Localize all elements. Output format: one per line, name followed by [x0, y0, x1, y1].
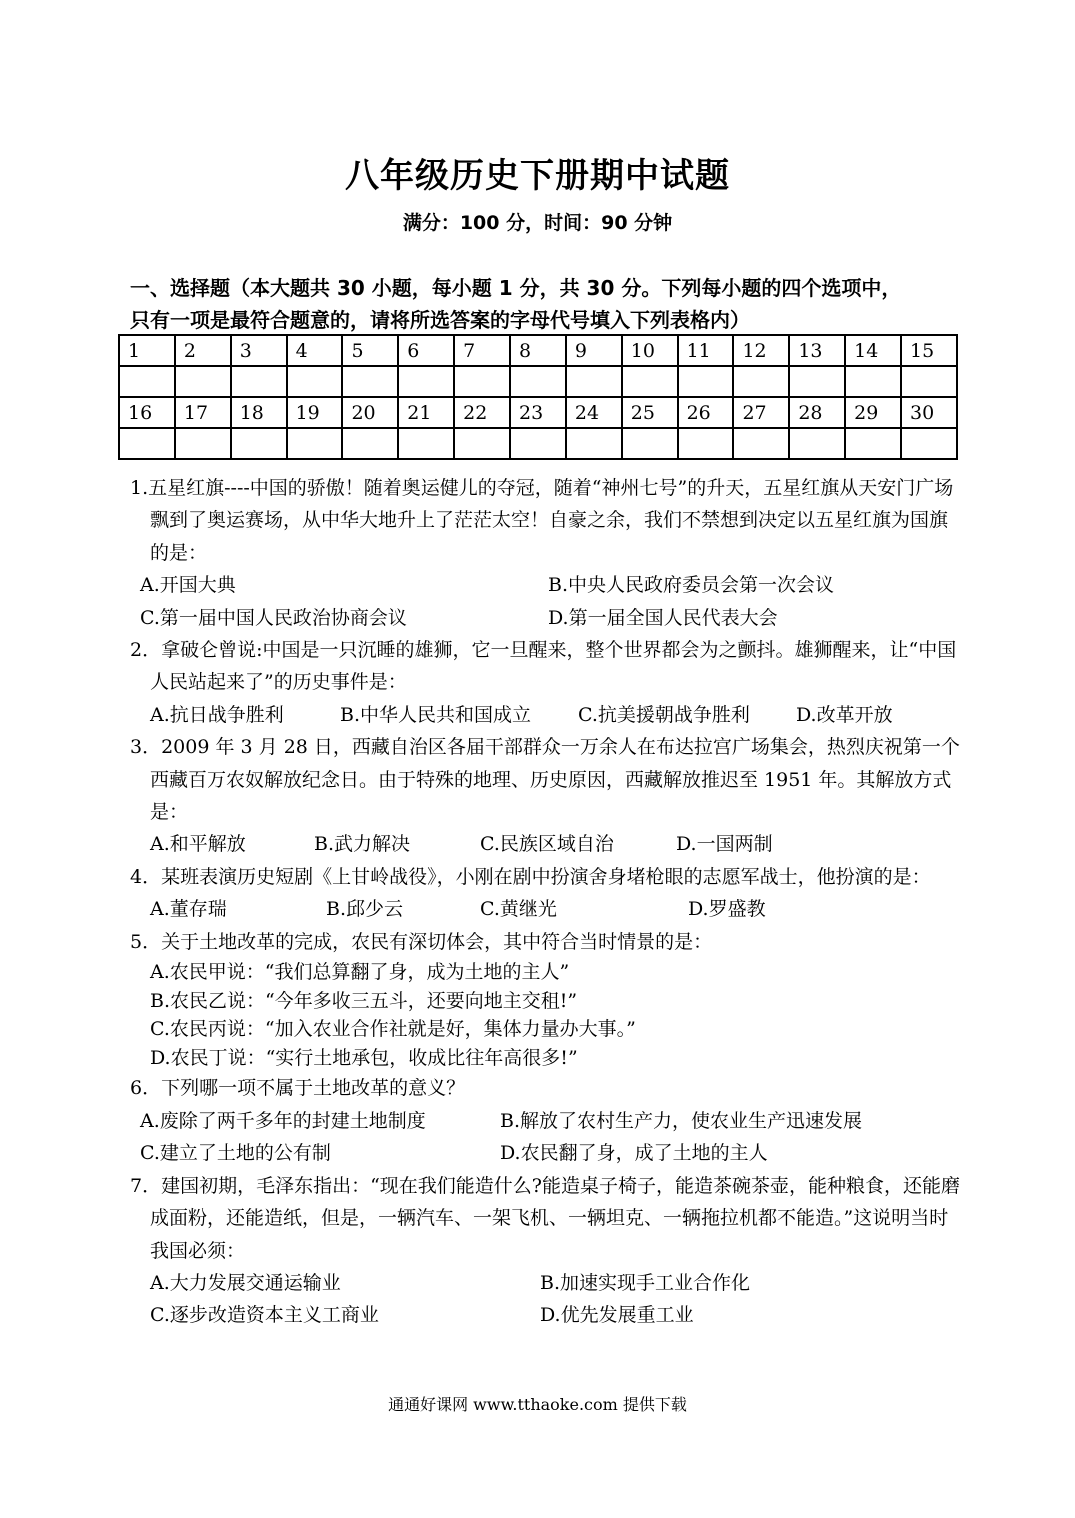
answer-cell[interactable] — [789, 428, 845, 459]
question-stem: 7．建国初期，毛泽东指出：“现在我们能造什么?能造桌子椅子，能造茶碗茶壶，能种粮食，还能磨成面粉，还能造纸，但是，一辆汽车、一架飞机、一辆坦克、一辆拖拉机都不能造。”这说明当时我国必须： — [130, 1174, 960, 1262]
question-5 — [130, 926, 960, 1073]
answer-cell[interactable] — [342, 428, 398, 459]
option-b: B.中央人民政府委员会第一次会议 — [548, 574, 835, 597]
question-6 — [130, 1072, 960, 1169]
options — [130, 958, 960, 1072]
answer-cell[interactable] — [845, 428, 901, 459]
answer-number: 16 — [119, 397, 175, 428]
options — [130, 602, 960, 634]
option-d: D.农民丁说：“实行土地承包，收成比往年高很多!” — [150, 1046, 578, 1069]
option-b: B.中华人民共和国成立 — [340, 703, 532, 726]
question-3 — [130, 731, 960, 861]
answer-cell[interactable] — [287, 428, 343, 459]
answer-number: 1 — [119, 335, 175, 366]
option-c: C.抗美援朝战争胜利 — [578, 703, 750, 726]
answer-number-row — [119, 397, 957, 428]
answer-cell[interactable] — [789, 366, 845, 397]
option-a: A.开国大典 — [140, 574, 236, 597]
answer-number: 13 — [789, 335, 845, 366]
answer-cell[interactable] — [119, 366, 175, 397]
option-c: C.民族区域自治 — [480, 833, 614, 856]
exam-info: 满分：100 分，时间：90 分钟 — [402, 212, 673, 234]
question-stem: 6．下列哪一项不属于土地改革的意义？ — [130, 1077, 466, 1100]
footer-note: 通通好课网 www.tthaoke.com 提供下载 — [388, 1395, 687, 1414]
option-b: B.解放了农村生产力，使农业生产迅速发展 — [500, 1109, 863, 1132]
option-b: B.加速实现手工业合作化 — [540, 1271, 751, 1294]
answer-number: 5 — [342, 335, 398, 366]
answer-cell[interactable] — [454, 428, 510, 459]
answer-number: 6 — [398, 335, 454, 366]
option-d: D.罗盛教 — [688, 898, 766, 921]
answer-number: 28 — [789, 397, 845, 428]
answer-cell[interactable] — [622, 366, 678, 397]
options — [130, 569, 960, 601]
answer-number: 9 — [566, 335, 622, 366]
answer-table — [118, 334, 958, 460]
option-a: A.农民甲说：“我们总算翻了身，成为土地的主人” — [150, 961, 570, 984]
section-heading-line: 一、选择题（本大题共 30 小题，每小题 1 分，共 30 分。下列每小题的四个选项中， — [130, 276, 902, 300]
answer-number: 27 — [733, 397, 789, 428]
option-a: A.和平解放 — [150, 833, 246, 856]
answer-cell[interactable] — [566, 366, 622, 397]
question-stem: 4．某班表演历史短剧《上甘岭战役》，小刚在剧中扮演舍身堵枪眼的志愿军战士，他扮演的是： — [130, 865, 931, 888]
option-b: B.邱少云 — [326, 898, 404, 921]
section-heading-line: 只有一项是最符合题意的，请将所选答案的字母代号填入下列表格内） — [130, 308, 750, 332]
answer-number: 29 — [845, 397, 901, 428]
options — [130, 1267, 960, 1299]
answer-cell[interactable] — [622, 428, 678, 459]
options — [130, 1137, 960, 1169]
section-heading — [130, 272, 960, 336]
answer-number: 21 — [398, 397, 454, 428]
answer-cell[interactable] — [454, 366, 510, 397]
answer-number: 12 — [733, 335, 789, 366]
answer-number: 15 — [901, 335, 957, 366]
question-4 — [130, 861, 960, 926]
answer-cell[interactable] — [510, 428, 566, 459]
answer-number: 2 — [175, 335, 231, 366]
options — [130, 828, 960, 860]
option-b: B.武力解决 — [314, 833, 411, 856]
answer-cell[interactable] — [231, 366, 287, 397]
option-c: C.第一届中国人民政治协商会议 — [140, 606, 407, 629]
answer-number-row — [119, 335, 957, 366]
answer-number: 30 — [901, 397, 957, 428]
answer-cell[interactable] — [175, 366, 231, 397]
option-c: C.逐步改造资本主义工商业 — [150, 1304, 379, 1327]
question-stem: 5．关于土地改革的完成，农民有深切体会，其中符合当时情景的是： — [130, 930, 713, 953]
option-d: D.优先发展重工业 — [540, 1304, 694, 1327]
option-c: C.黄继光 — [480, 898, 557, 921]
options — [130, 893, 960, 925]
answer-number: 11 — [678, 335, 734, 366]
answer-number: 10 — [622, 335, 678, 366]
answer-number: 3 — [231, 335, 287, 366]
answer-cell[interactable] — [510, 366, 566, 397]
question-7 — [130, 1170, 960, 1332]
answer-number: 24 — [566, 397, 622, 428]
option-b: B.农民乙说：“今年多收三五斗，还要向地主交租!” — [150, 989, 578, 1012]
answer-number: 8 — [510, 335, 566, 366]
option-d: D.一国两制 — [676, 833, 773, 856]
answer-cell[interactable] — [398, 428, 454, 459]
option-a: A.董存瑞 — [150, 898, 227, 921]
answer-cell[interactable] — [566, 428, 622, 459]
options — [130, 1299, 960, 1331]
question-stem: 2．拿破仑曾说:中国是一只沉睡的雄狮，它一旦醒来，整个世界都会为之颤抖。雄狮醒来，让“中国人民站起来了”的历史事件是： — [130, 639, 957, 694]
answer-number: 19 — [287, 397, 343, 428]
answer-number: 18 — [231, 397, 287, 428]
answer-cell[interactable] — [342, 366, 398, 397]
answer-number: 22 — [454, 397, 510, 428]
options — [130, 1105, 960, 1137]
question-1 — [130, 472, 960, 634]
answer-cell[interactable] — [733, 366, 789, 397]
option-a: A.抗日战争胜利 — [150, 703, 284, 726]
question-2 — [130, 634, 960, 731]
question-stem: 1.五星红旗----中国的骄傲！随着奥运健儿的夺冠，随着“神州七号”的升天，五星红旗从天安门广场飘到了奥运赛场，从中华大地升上了茫茫太空！自豪之余，我们不禁想到决定以五星红旗为国旗的是： — [130, 477, 954, 564]
answer-cell[interactable] — [175, 428, 231, 459]
option-d: D.改革开放 — [796, 703, 893, 726]
answer-cell[interactable] — [678, 428, 734, 459]
answer-cell[interactable] — [119, 428, 175, 459]
option-d: D.第一届全国人民代表大会 — [548, 606, 778, 629]
option-c: C.建立了土地的公有制 — [140, 1142, 331, 1165]
option-a: A.大力发展交通运输业 — [150, 1271, 341, 1294]
question-list — [130, 472, 960, 1332]
answer-number: 23 — [510, 397, 566, 428]
option-a: A.废除了两千多年的封建土地制度 — [140, 1109, 426, 1132]
option-d: D.农民翻了身，成了土地的主人 — [500, 1142, 768, 1165]
answer-cell[interactable] — [901, 428, 957, 459]
answer-cell[interactable] — [733, 428, 789, 459]
option-c: C.农民丙说：“加入农业合作社就是好，集体力量办大事。” — [150, 1018, 636, 1041]
answer-number: 4 — [287, 335, 343, 366]
answer-blank-row — [119, 366, 957, 397]
answer-number: 20 — [342, 397, 398, 428]
options — [130, 699, 960, 731]
answer-number: 25 — [622, 397, 678, 428]
question-stem: 3．2009 年 3 月 28 日，西藏自治区各届干部群众一万余人在布达拉宫广场集会，热烈庆祝第一个西藏百万农奴解放纪念日。由于特殊的地理、历史原因，西藏解放推迟至 1951 年。其解放方式是： — [130, 736, 960, 824]
answer-number: 26 — [678, 397, 734, 428]
answer-cell[interactable] — [287, 366, 343, 397]
answer-cell[interactable] — [678, 366, 734, 397]
answer-number: 14 — [845, 335, 901, 366]
page-title: 八年级历史下册期中试题 — [345, 156, 730, 196]
answer-blank-row — [119, 428, 957, 459]
answer-cell[interactable] — [845, 366, 901, 397]
answer-cell[interactable] — [901, 366, 957, 397]
answer-cell[interactable] — [231, 428, 287, 459]
answer-number: 17 — [175, 397, 231, 428]
answer-cell[interactable] — [398, 366, 454, 397]
answer-number: 7 — [454, 335, 510, 366]
